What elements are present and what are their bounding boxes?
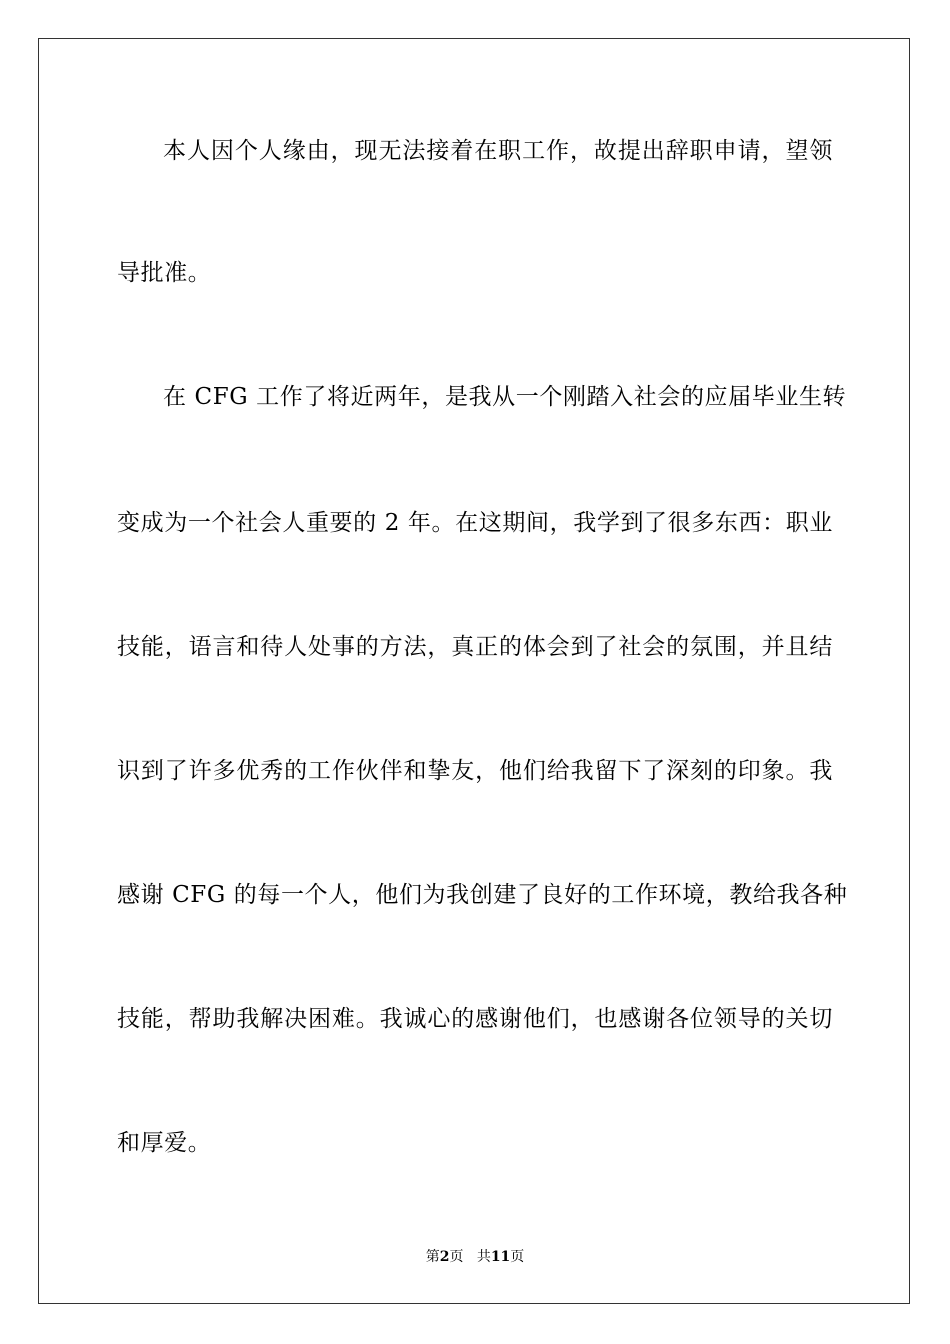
paragraph-2-line-5: 感谢 CFG 的每一个人，他们为我创建了良好的工作环境，教给我各种 (117, 882, 848, 908)
paragraph-2-line-4: 识到了许多优秀的工作伙伴和挚友，他们给我留下了深刻的印象。我 (117, 758, 833, 784)
paragraph-2-line-6: 技能，帮助我解决困难。我诚心的感谢他们，也感谢各位领导的关切 (117, 1006, 833, 1032)
footer-total-suffix: 页 (510, 1249, 525, 1265)
paragraph-2-line-1: 在 CFG 工作了将近两年，是我从一个刚踏入社会的应届毕业生转 (163, 384, 847, 410)
paragraph-2-line-2: 变成为一个社会人重要的 2 年。在这期间，我学到了很多东西：职业 (117, 510, 833, 536)
footer-page-prefix: 第 (425, 1249, 440, 1265)
footer-total-pages: 11 (490, 1249, 511, 1265)
page-border (38, 38, 910, 1304)
footer-page-number: 2 (439, 1249, 450, 1265)
page-footer (0, 1248, 950, 1266)
paragraph-2-line-3: 技能，语言和待人处事的方法，真正的体会到了社会的氛围，并且结 (117, 634, 833, 660)
paragraph-1-line-1: 本人因个人缘由，现无法接着在职工作，故提出辞职申请，望领 (163, 138, 833, 164)
paragraph-1-line-2: 导批准。 (117, 260, 212, 286)
paragraph-2-line-7: 和厚爱。 (117, 1130, 212, 1156)
footer-total-prefix: 共 (476, 1249, 491, 1265)
footer-page-suffix: 页 (449, 1249, 464, 1265)
